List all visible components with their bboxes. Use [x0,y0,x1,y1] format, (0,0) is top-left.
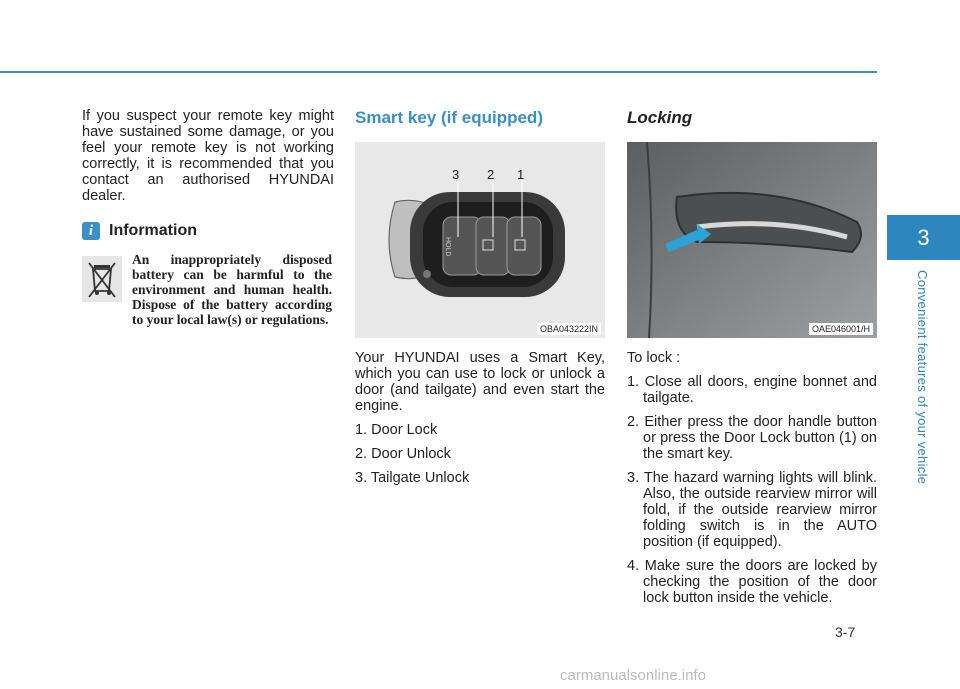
smart-key-paragraph: Your HYUNDAI uses a Smart Key, which you can use to lock or unlock a door (and tailgate) and even start the engine. [355,350,605,414]
chapter-number: 3 [917,224,930,250]
lock-step: 4. Make sure the doors are locked by checking the position of the door lock button inside the vehicle. [627,558,877,606]
chapter-tab [887,215,960,260]
figure-code: OAE046001/H [809,323,873,335]
information-box [82,252,334,327]
header-rule [0,71,877,73]
smart-key-figure [355,142,605,338]
lock-lead: To lock : [627,350,681,366]
smart-key-illustration [355,142,605,338]
door-handle-illustration [627,142,877,338]
lock-step: 3. The hazard warning lights will blink. Also, the outside rearview mirror will fold, if the outside rearview mirror folding switch is in the AUTO position (if equipped). [627,470,877,550]
watermark: carmanualsonline.info [560,667,706,684]
door-handle-figure [627,142,877,338]
hold-label: HOLD [444,237,451,257]
damage-paragraph: If you suspect your remote key might have sustained some damage, or you feel your remote key is not working correctly, it is recommended that you contact an authorised HYUNDAI dealer. [82,108,334,204]
information-title: Information [109,222,197,239]
smart-key-heading: Smart key (if equipped) [355,108,543,127]
battery-disposal-text: An inappropriately disposed battery can be harmful to the environment and human health. Dispose of the battery according to your local law(s) or regulations. [132,252,332,327]
info-icon: i [82,222,100,240]
column-2 [355,108,605,486]
lock-step: 1. Close all doors, engine bonnet and tailgate. [627,374,877,406]
key-label-1: 1 [517,167,525,182]
locking-heading: Locking [627,108,693,127]
information-heading [82,222,334,240]
column-3 [627,108,877,606]
figure-code: OBA043222IN [537,323,601,335]
page-number: 3-7 [835,624,856,640]
key-label-2: 2 [487,167,495,182]
key-label-3: 3 [452,167,460,182]
list-item: 1. Door Lock [355,422,438,438]
list-item: 2. Door Unlock [355,446,451,462]
chapter-title: Convenient features of your vehicle [915,270,930,485]
column-1 [82,108,334,327]
crossed-bin-icon [82,256,122,302]
lock-step: 2. Either press the door handle button or press the Door Lock button (1) on the smart key. [627,414,877,462]
list-item: 3. Tailgate Unlock [355,470,470,486]
